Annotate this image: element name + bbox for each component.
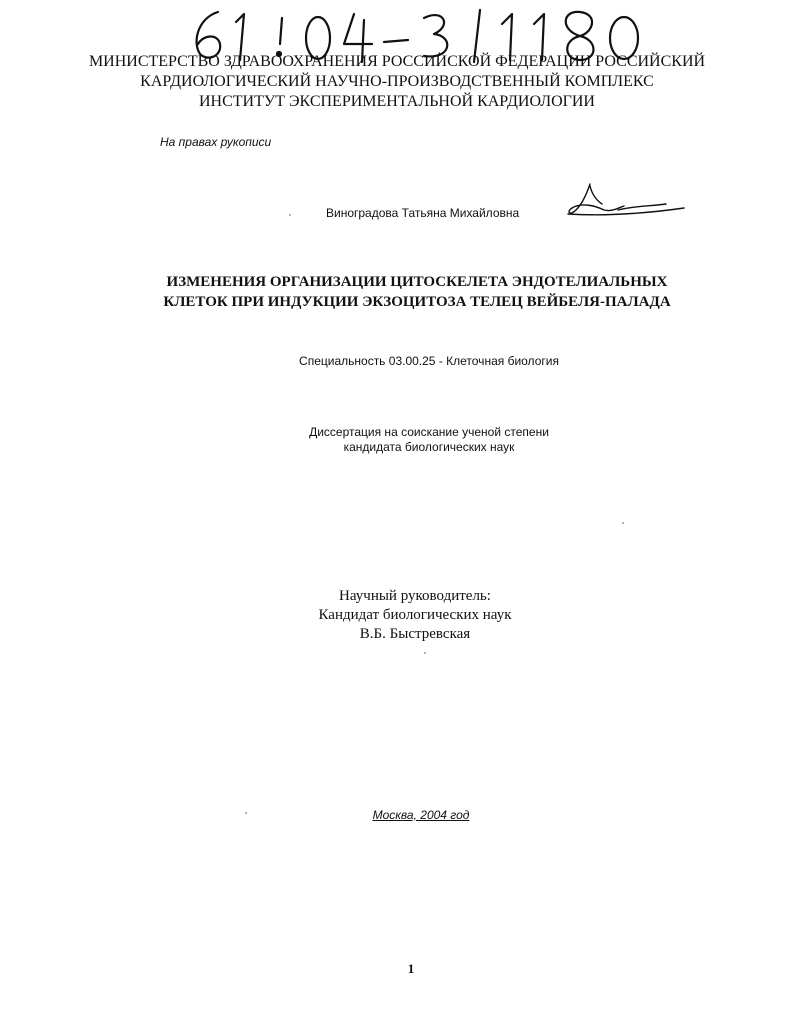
header-line-ministry: МИНИСТЕРСТВО ЗДРАВООХРАНЕНИЯ РОССИЙСКОЙ ФЕДЕРАЦИИ РОССИЙСКИЙ bbox=[88, 53, 706, 70]
scan-speck bbox=[424, 652, 426, 654]
dissertation-title bbox=[0, 272, 794, 312]
title-line-1: ИЗМЕНЕНИЯ ОРГАНИЗАЦИИ ЦИТОСКЕЛЕТА ЭНДОТЕЛИАЛЬНЫХ bbox=[166, 274, 668, 290]
specialty: Специальность 03.00.25 - Клеточная биология bbox=[299, 354, 559, 368]
supervisor-degree: Кандидат биологических наук bbox=[318, 607, 512, 623]
header-line-complex: КАРДИОЛОГИЧЕСКИЙ НАУЧНО-ПРОИЗВОДСТВЕННЫЙ КОМПЛЕКС bbox=[140, 73, 654, 90]
degree-line-2: кандидата биологических наук bbox=[343, 440, 515, 454]
institution-header bbox=[0, 52, 794, 112]
supervisor-label: Научный руководитель: bbox=[339, 588, 491, 604]
supervisor-block bbox=[0, 587, 794, 644]
scan-speck bbox=[289, 214, 291, 216]
city-year: Москва, 2004 год bbox=[372, 808, 470, 822]
header-line-institute: ИНСТИТУТ ЭКСПЕРИМЕНТАЛЬНОЙ КАРДИОЛОГИИ bbox=[199, 93, 595, 110]
author-name: Виноградова Татьяна Михайловна bbox=[326, 206, 520, 220]
rights-note: На правах рукописи bbox=[160, 135, 272, 149]
degree-statement bbox=[0, 425, 794, 455]
scan-speck bbox=[245, 812, 247, 814]
scan-speck bbox=[622, 522, 624, 524]
supervisor-name: В.Б. Быстревская bbox=[359, 626, 471, 642]
author-signature bbox=[562, 180, 688, 224]
title-line-2: КЛЕТОК ПРИ ИНДУКЦИИ ЭКЗОЦИТОЗА ТЕЛЕЦ ВЕЙБЕЛЯ-ПАЛАДА bbox=[163, 294, 671, 310]
page-number: 1 bbox=[407, 961, 415, 976]
degree-line-1: Диссертация на соискание ученой степени bbox=[309, 425, 549, 439]
